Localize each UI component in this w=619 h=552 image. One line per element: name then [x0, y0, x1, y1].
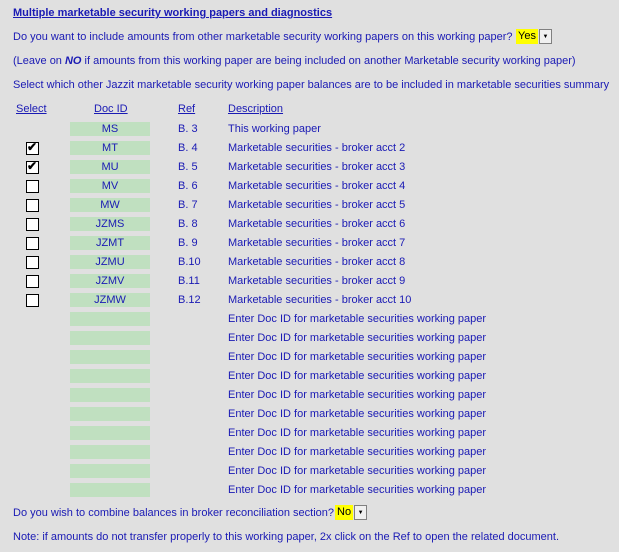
include-dropdown-button[interactable] — [539, 29, 552, 44]
chevron-down-icon: ▼ — [357, 509, 364, 516]
docid-cell[interactable] — [70, 369, 150, 383]
select-checkbox[interactable] — [26, 294, 39, 307]
description-text: Marketable securities - broker acct 6 — [228, 218, 406, 230]
select-checkbox[interactable] — [26, 199, 39, 212]
header-ref: Ref — [178, 103, 196, 115]
ref-link[interactable]: B. 8 — [178, 218, 198, 230]
checkmark-icon: ✔ — [27, 140, 38, 154]
ref-link[interactable]: B.10 — [178, 256, 201, 268]
description-text: Enter Doc ID for marketable securities working paper — [228, 351, 486, 363]
docid-cell[interactable]: JZMV — [70, 274, 150, 288]
description-text: Marketable securities - broker acct 4 — [228, 180, 406, 192]
select-checkbox[interactable] — [26, 218, 39, 231]
docid-cell[interactable]: MU — [70, 160, 150, 174]
description-text: Enter Doc ID for marketable securities working paper — [228, 370, 486, 382]
ref-link[interactable]: B.12 — [178, 294, 201, 306]
select-checkbox[interactable] — [26, 275, 39, 288]
docid-cell[interactable]: MV — [70, 179, 150, 193]
checkmark-icon: ✔ — [27, 159, 38, 173]
select-checkbox[interactable] — [26, 256, 39, 269]
docid-cell[interactable]: MT — [70, 141, 150, 155]
docid-cell[interactable]: MS — [70, 122, 150, 136]
description-text: Marketable securities - broker acct 10 — [228, 294, 412, 306]
header-docid: Doc ID — [94, 103, 128, 115]
docid-cell[interactable] — [70, 464, 150, 478]
combine-dropdown-value: No — [337, 506, 352, 518]
leave-note — [13, 55, 576, 67]
ref-link[interactable]: B. 6 — [178, 180, 198, 192]
description-text: Enter Doc ID for marketable securities working paper — [228, 427, 486, 439]
description-text: Marketable securities - broker acct 3 — [228, 161, 406, 173]
description-text: Enter Doc ID for marketable securities working paper — [228, 465, 486, 477]
docid-cell[interactable]: JZMW — [70, 293, 150, 307]
description-text: Marketable securities - broker acct 2 — [228, 142, 406, 154]
select-instruction: Select which other Jazzit marketable security working paper balances are to be included in marketable securities summary — [13, 79, 610, 91]
select-checkbox[interactable] — [26, 142, 39, 155]
description-text: Enter Doc ID for marketable securities working paper — [228, 484, 486, 496]
docid-cell[interactable]: JZMU — [70, 255, 150, 269]
docid-cell[interactable] — [70, 388, 150, 402]
docid-cell[interactable] — [70, 445, 150, 459]
ref-link[interactable]: B. 3 — [178, 123, 198, 135]
docid-cell[interactable]: JZMS — [70, 217, 150, 231]
header-description: Description — [228, 103, 284, 115]
description-text: Enter Doc ID for marketable securities working paper — [228, 332, 486, 344]
description-text: Marketable securities - broker acct 7 — [228, 237, 406, 249]
description-text: Marketable securities - broker acct 5 — [228, 199, 406, 211]
docid-cell[interactable] — [70, 350, 150, 364]
select-checkbox[interactable] — [26, 161, 39, 174]
docid-cell[interactable] — [70, 331, 150, 345]
ref-link[interactable]: B. 9 — [178, 237, 198, 249]
description-text: Enter Doc ID for marketable securities working paper — [228, 313, 486, 325]
description-text: Enter Doc ID for marketable securities working paper — [228, 446, 486, 458]
leave-note-no: NO — [64, 55, 82, 67]
docid-cell[interactable]: MW — [70, 198, 150, 212]
page-title: Multiple marketable security working papers and diagnostics — [13, 7, 333, 19]
select-checkbox[interactable] — [26, 237, 39, 250]
select-checkbox[interactable] — [26, 180, 39, 193]
docid-cell[interactable]: JZMT — [70, 236, 150, 250]
include-question: Do you want to include amounts from other marketable security working papers on this working paper? — [13, 31, 513, 43]
description-text: Marketable securities - broker acct 9 — [228, 275, 406, 287]
note-text: Note: if amounts do not transfer properly to this working paper, 2x click on the Ref to open the related document. — [13, 531, 560, 543]
combine-dropdown-button[interactable] — [354, 505, 367, 520]
docid-cell[interactable] — [70, 483, 150, 497]
description-text: Enter Doc ID for marketable securities working paper — [228, 408, 486, 420]
leave-note-suffix: if amounts from this working paper are being included on another Marketable security working paper) — [81, 55, 576, 67]
include-dropdown-value: Yes — [518, 30, 536, 42]
chevron-down-icon: ▼ — [542, 33, 549, 40]
docid-cell[interactable] — [70, 407, 150, 421]
include-dropdown[interactable] — [516, 29, 552, 44]
description-text: Enter Doc ID for marketable securities working paper — [228, 389, 486, 401]
combine-question: Do you wish to combine balances in broker reconciliation section? — [13, 507, 335, 519]
header-select: Select — [16, 103, 47, 115]
docid-cell[interactable] — [70, 426, 150, 440]
ref-link[interactable]: B. 4 — [178, 142, 198, 154]
leave-note-prefix: (Leave on — [13, 55, 65, 67]
ref-link[interactable]: B. 7 — [178, 199, 198, 211]
ref-link[interactable]: B. 5 — [178, 161, 198, 173]
ref-link[interactable]: B.11 — [178, 275, 200, 287]
description-text: Marketable securities - broker acct 8 — [228, 256, 406, 268]
docid-cell[interactable] — [70, 312, 150, 326]
combine-dropdown[interactable] — [335, 505, 367, 520]
description-text: This working paper — [228, 123, 321, 135]
